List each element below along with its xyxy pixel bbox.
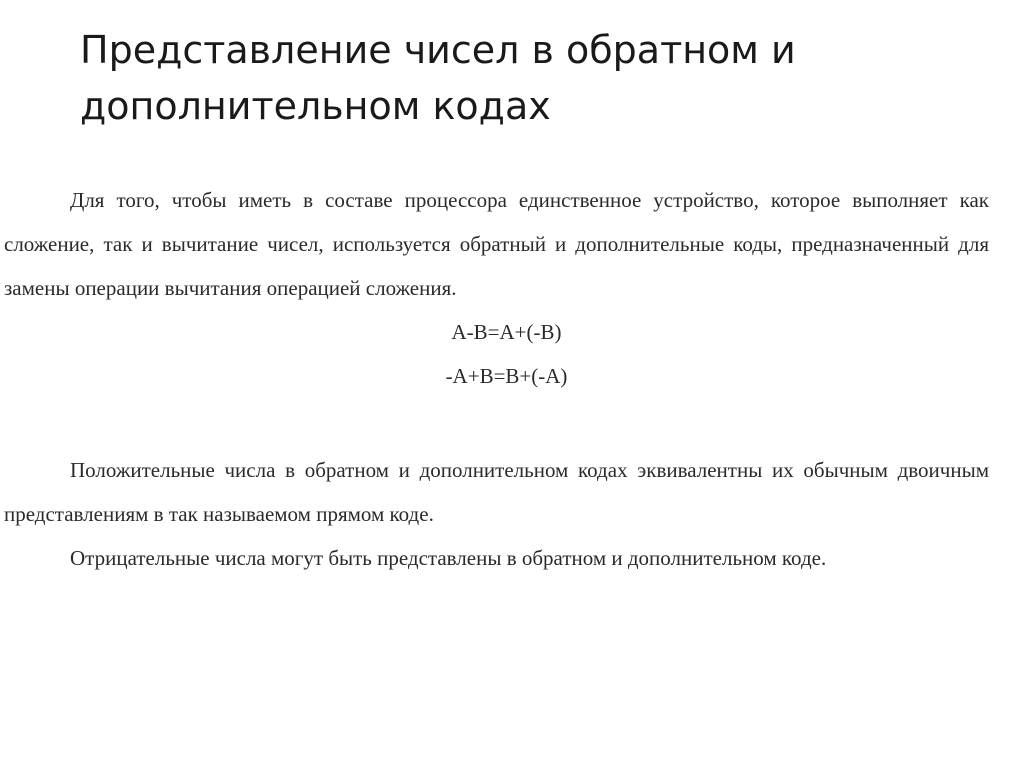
paragraph-spacer	[4, 398, 989, 448]
paragraph-positive-numbers: Положительные числа в обратном и дополнительном кодах эквивалентны их обычным двоичным представлениям в так называемом прямом коде.	[4, 458, 989, 526]
slide-title: Представление чисел в обратном и дополнительном кодах	[80, 28, 796, 128]
formula-negation: -A+B=B+(-A)	[445, 364, 568, 388]
slide-body	[4, 178, 989, 580]
paragraph-negative-numbers: Отрицательные числа могут быть представлены в обратном и дополнительном коде.	[70, 546, 827, 570]
paragraph-intro: Для того, чтобы иметь в составе процессора единственное устройство, которое выполняет как сложение, так и вычитание чисел, используется обратный и дополнительные коды, предназначенный для замены операции вычитания операцией сложения.	[4, 188, 989, 300]
formula-subtraction: A-B=A+(-B)	[451, 320, 562, 344]
